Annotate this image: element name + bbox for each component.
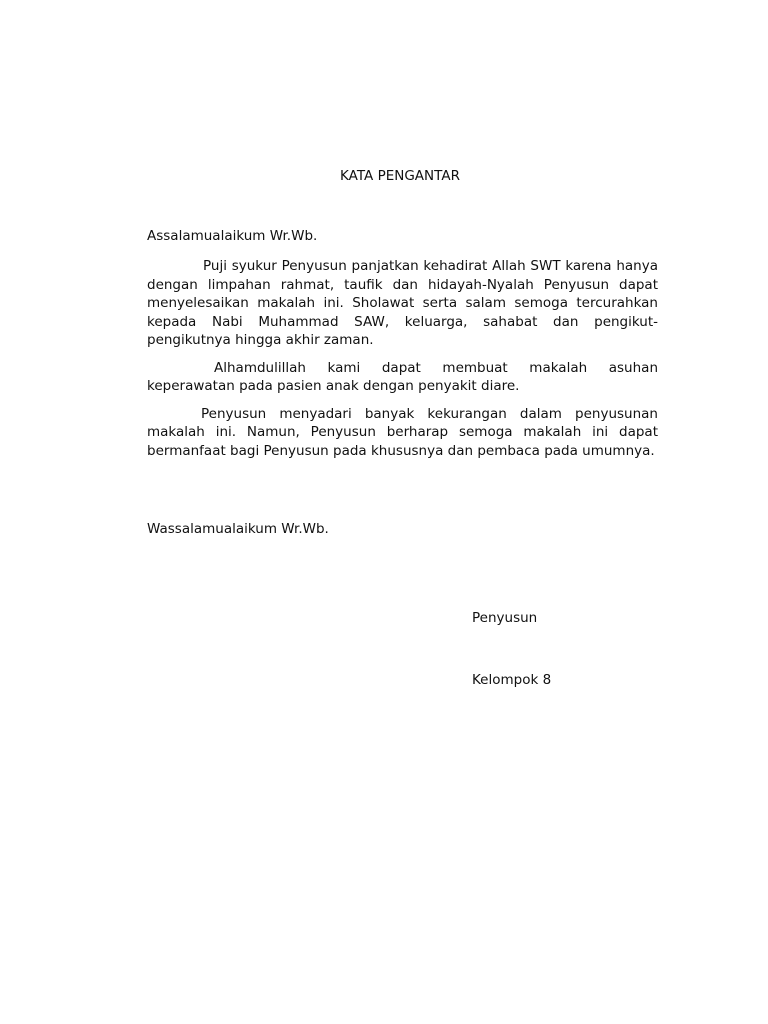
signature-role: Penyusun (472, 610, 538, 626)
paragraph-acknowledgement: Penyusun menyadari banyak kekurangan dalam penyusunan makalah ini. Namun, Penyusun berharap semoga makalah ini dapat bermanfaat bagi Penyusun pada khususnya dan pembaca pada umumnya. (147, 405, 658, 459)
document-title: KATA PENGANTAR (340, 168, 460, 184)
paragraph-gratitude: Alhamdulillah kami dapat membuat makalah asuhan keperawatan pada pasien anak dengan penyakit diare. (147, 359, 658, 394)
paragraph-opening: Puji syukur Penyusun panjatkan kehadirat Allah SWT karena hanya dengan limpahan rahmat, taufik dan hidayah-Nyalah Penyusun dapat menyelesaikan makalah ini. Sholawat serta salam semoga tercurahkan kepada Nabi Muhammad SAW, keluarga, sahabat dan pengikut-pengikutnya hingga akhir zaman. (147, 258, 658, 348)
greeting: Assalamualaikum Wr.Wb. (147, 228, 318, 244)
body-text (147, 257, 658, 469)
closing-salutation: Wassalamualaikum Wr.Wb. (147, 521, 329, 537)
signature-name: Kelompok 8 (472, 672, 552, 688)
